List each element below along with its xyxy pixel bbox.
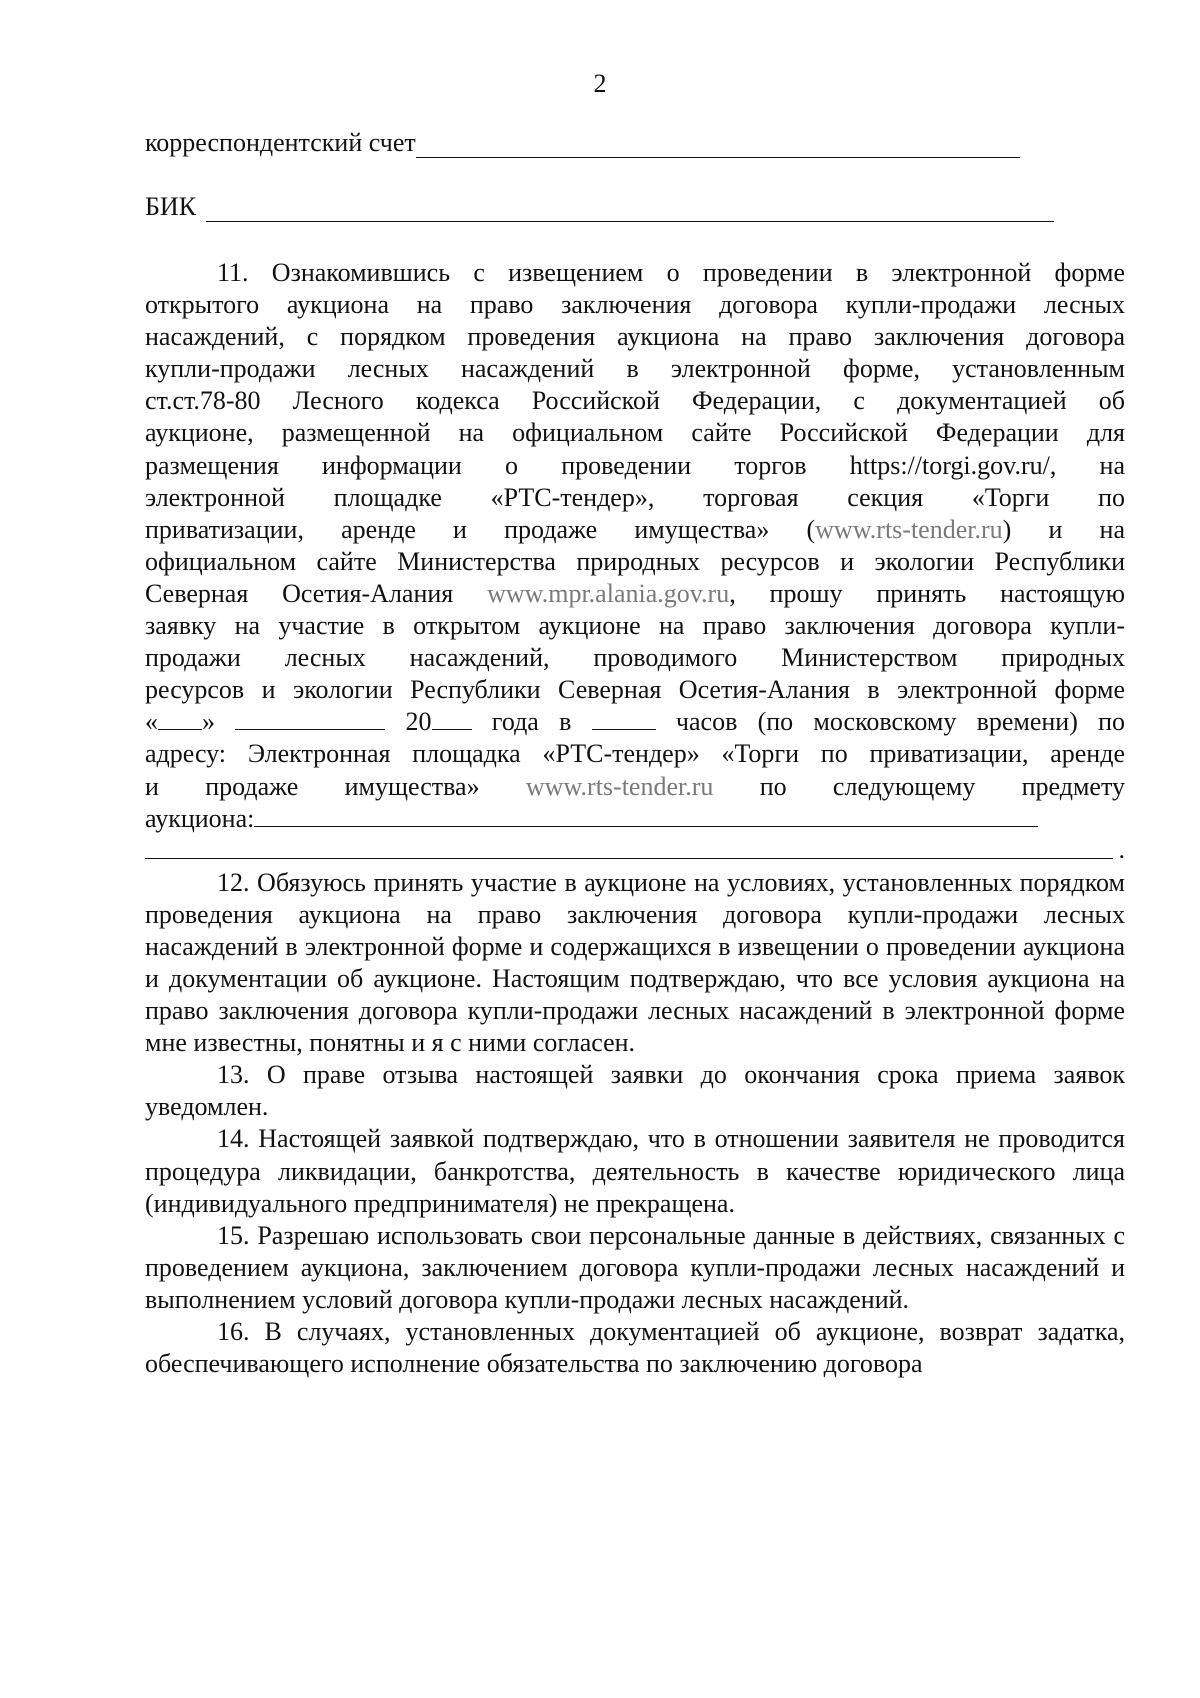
paragraph-13: 13. О праве отзыва настоящей заявки до окончания срока приема заявок уведомлен.: [145, 1060, 1125, 1122]
paragraph-11: [145, 257, 1125, 867]
subject-label: аукциона:: [145, 803, 255, 833]
rts-tender-link-2[interactable]: www.rts-tender.ru: [525, 771, 714, 801]
bik-field: [145, 192, 1054, 222]
p11-line-11-text-a: Северная Осетия-Алания: [145, 578, 488, 608]
p11-line-9-text-b: ) и на: [1002, 514, 1125, 544]
paragraph-15: 15. Разрешаю использовать свои персональные данные в действиях, связанных с проведением аукциона, заключением договора купли-продажи лесных насаждений и выполнением условий договора купли-продажи лесных насаждений.: [145, 1220, 1125, 1314]
date-quote-close: »: [202, 707, 215, 737]
p11-line-11-text-b: , прошу принять настоящую: [729, 578, 1125, 608]
p11-line-14: ресурсов и экологии Республики Северная Осетия-Алания в электронной форме: [145, 675, 1125, 705]
subject-blank-rule: [145, 858, 1113, 859]
p11-line-6: аукционе, размещенной на официальном сайте Российской Федерации для: [145, 418, 1125, 448]
corr-account-label: корреспондентский счет: [145, 128, 416, 157]
p11-line-12: заявку на участие в открытом аукционе на право заключения договора купли-: [145, 611, 1125, 641]
p11-line-13: продажи лесных насаждений, проводимого Министерством природных: [145, 643, 1125, 673]
p11-line-3: насаждений, с порядком проведения аукциона на право заключения договора: [145, 322, 1125, 352]
corr-account-field: [145, 128, 1020, 158]
p11-line-17: [145, 771, 1125, 803]
year-prefix: 20: [405, 707, 432, 737]
p11-line-4: купли-продажи лесных насаждений в электронной форме, установленным: [145, 354, 1125, 384]
paragraph-12: 12. Обязуюсь принять участие в аукционе на условиях, установленных порядком проведения аукциона на право заключения договора купли-продажи лесных насаждений в электронной форме и содержащихся в извещении о проведении аукциона и документации об аукционе. Настоящим подтверждаю, что все условия аукциона на право заключения договора купли-продажи лесных насаждений в электронной форме мне известны, понятны и я с ними согласен.: [145, 867, 1125, 1058]
p11-line-16: адресу: Электронная площадка «РТС-тендер» «Торги по приватизации, аренде: [145, 739, 1125, 769]
corr-account-blank: [416, 133, 1020, 158]
application-body: [145, 257, 1125, 1380]
p11-line-7: размещения информации о проведении торгов https://torgi.gov.ru/, на: [145, 450, 1125, 480]
p11-line-5: ст.ст.78-80 Лесного кодекса Российской Федерации, с документацией об: [145, 386, 1125, 416]
year-blank: [432, 707, 472, 730]
p11-line-8: электронной площадке «РТС-тендер», торговая секция «Торги по: [145, 482, 1125, 512]
p11-date-line: [145, 706, 1125, 738]
date-quote-open: «: [145, 707, 158, 737]
p11-line-9-text-a: приватизации, аренде и продаже имущества» (: [145, 514, 816, 544]
date-mid-text: года в: [491, 707, 572, 737]
bik-blank: [206, 197, 1054, 222]
page-number: 2: [593, 69, 607, 98]
p11-line-2: открытого аукциона на право заключения договора купли-продажи лесных: [145, 290, 1125, 320]
p11-subject-line: [145, 803, 1125, 835]
mpr-alania-link[interactable]: www.mpr.alania.gov.ru: [487, 578, 730, 608]
day-blank: [158, 707, 202, 730]
p11-line-9: [145, 514, 1125, 546]
month-blank: [235, 707, 385, 730]
p11-line-17-text-a: и продаже имущества»: [145, 771, 526, 801]
paragraph-16: 16. В случаях, установленных документацией об аукционе, возврат задатка, обеспечивающего исполнение обязательства по заключению договора: [145, 1317, 1125, 1379]
p11-line-1: 11. Ознакомившись с извещением о проведении в электронной форме: [217, 258, 1125, 287]
p11-line-10: официальном сайте Министерства природных ресурсов и экологии Республики: [145, 546, 1125, 576]
subject-blank-line-2: [145, 835, 1125, 867]
paragraph-14: 14. Настоящей заявкой подтверждаю, что в отношении заявителя не проводится процедура ликвидации, банкротства, деятельность в качестве юридического лица (индивидуального предпринимателя) не прекращена.: [145, 1124, 1125, 1218]
bik-label: БИК: [145, 192, 197, 221]
date-end-text: часов (по московскому времени) по: [675, 707, 1126, 737]
hours-blank: [592, 707, 656, 730]
rts-tender-link[interactable]: www.rts-tender.ru: [815, 514, 1003, 544]
p11-line-11: [145, 578, 1125, 610]
subject-blank: [254, 804, 1038, 827]
subject-blank-period: .: [1118, 834, 1125, 864]
p11-line-17-text-b: по следующему предмету: [713, 771, 1125, 801]
